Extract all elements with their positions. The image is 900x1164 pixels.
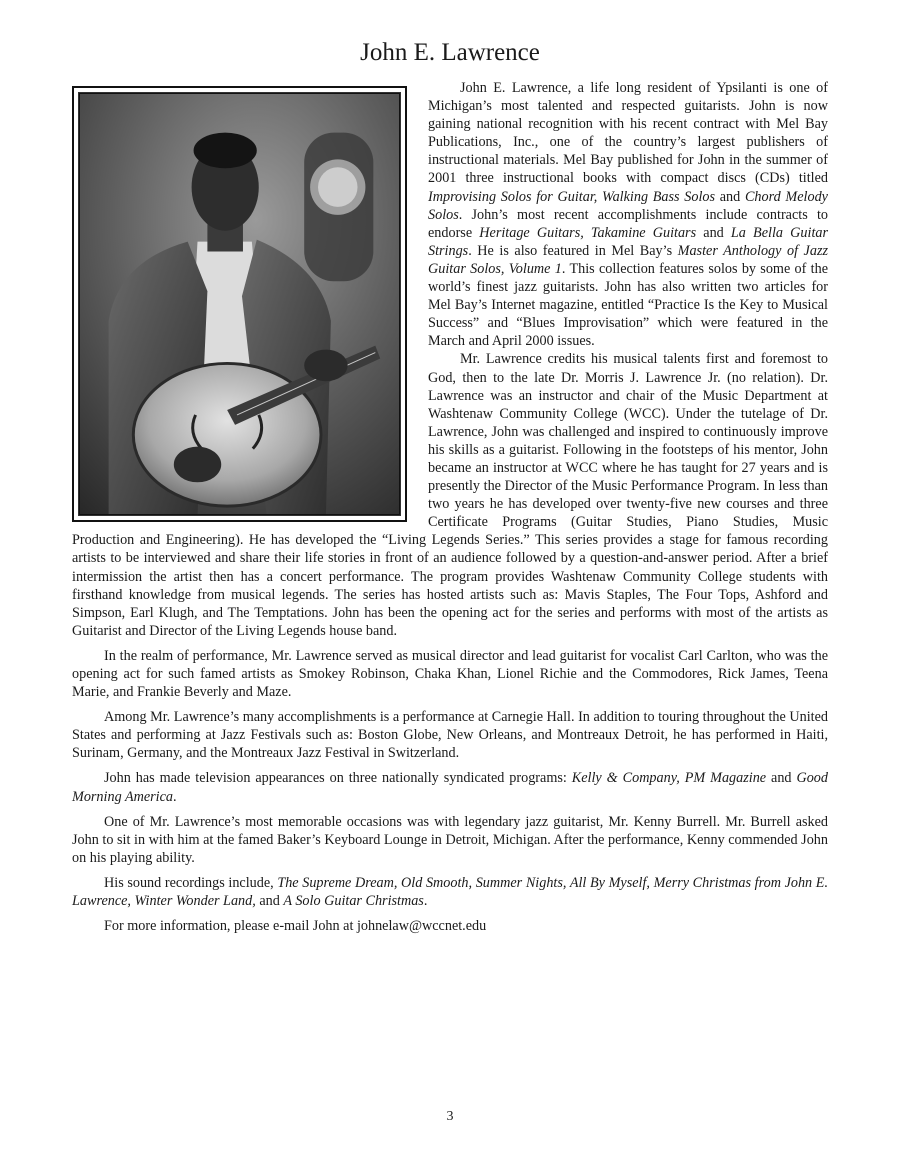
text-run: . <box>173 788 177 805</box>
text-run: . John’s most recent accomplishments include contracts to endorse <box>428 206 828 241</box>
brand-name: La Bella Guitar Strings <box>428 224 828 259</box>
paragraph-contact: For more information, please e-mail John at johnelaw@wccnet.edu <box>104 918 487 935</box>
text-run: and <box>766 770 797 787</box>
paragraph-kenny-burrell: One of Mr. Lawrence’s most memorable occasions was with legendary jazz guitarist, Mr. Kenny Burrell. Mr. Burrell asked John to sit in with him at the famed Baker’s Keyboard Lounge in Detroit, Michigan. After the performance, Kenny commended John on his playing ability. <box>72 813 828 866</box>
program-title: Good Morning America <box>72 770 828 805</box>
text-run: . He is also featured in Mel Bay’s <box>468 242 678 259</box>
text-run: . <box>423 893 428 910</box>
text-run: . This collection features solos by some of the world’s finest jazz guitarists. John has also written two articles for Mel Bay’s Internet magazine, entitled “Practice Is the Key to Musical Success” and “Blues Improvisation” which were featured in the March and April 2000 issues. <box>428 260 828 350</box>
book-title: Chord Melody Solos <box>428 188 828 223</box>
paragraph-recordings <box>72 874 828 910</box>
page-title: John E. Lawrence <box>360 39 540 66</box>
paragraph-accomplishments: Among Mr. Lawrence’s many accomplishments is a performance at Carnegie Hall. In addition to touring throughout the United States and performing at Jazz Festivals such as: Boston Globe, New Orleans, and Montreaux Detroit, he has performed in Haiti, Surinam, Germany, and the Montreaux Jazz Festival in Switzerland. <box>72 709 828 762</box>
paragraph-television <box>72 769 828 805</box>
program-title: Kelly & Company, PM Magazine <box>571 770 767 787</box>
text-run: John has made television appearances on three nationally syndicated programs: <box>104 770 572 787</box>
photo-frame <box>78 92 401 516</box>
portrait-photo <box>72 86 407 522</box>
text-run: His sound recordings include, <box>104 874 278 891</box>
page-number: 3 <box>446 1109 454 1124</box>
text-run: and <box>696 224 731 241</box>
book-title: Master Anthology of Jazz Guitar Solos, Volume 1 <box>428 242 828 277</box>
recording-titles: The Supreme Dream, Old Smooth, Summer Nights, All By Myself, Merry Christmas from John E. Lawrence, Winter Wonder Land, <box>72 874 828 910</box>
article-body <box>72 79 828 942</box>
text-run: John E. Lawrence, a life long resident of Ypsilanti is one of Michigan’s most talented and respected guitarists. John is now gaining national recognition with his recent contract with Mel Bay Publications, Inc., one of the country’s largest publishers of instructional materials. Mel Bay published for John in the summer of 2001 three instructional books with compact discs (CDs) titled <box>428 80 828 187</box>
portrait-guitarist-photo-icon <box>79 93 400 515</box>
book-title: Improvising Solos for Guitar, Walking Bass Solos <box>428 188 716 205</box>
paragraph-performance: In the realm of performance, Mr. Lawrence served as musical director and lead guitarist for vocalist Carl Carlton, who was the opening act for such famed artists as Smokey Robinson, Chaka Khan, Lionel Richie and the Commodores, Rick James, Teena Marie, and Frankie Beverly and Maze. <box>72 647 828 701</box>
recording-title: A Solo Guitar Christmas <box>283 893 424 910</box>
paragraph-influences: Mr. Lawrence credits his musical talents first and foremost to God, then to the late Dr. Morris J. Lawrence Jr. (no relation). Dr. Lawrence was an instructor and chair of the Music Department at Washtenaw Community College (WCC). Under the tutelage of Dr. Lawrence, John was challenged and inspired to continuously improve his skills as a guitarist. Following in the footsteps of his mentor, John became an instructor at WCC where he has taught for 27 years and is presently the Director of the Music Performance Program. In less than two years he has developed over twenty-five new courses and three Certificate Programs (Guitar Studies, Piano Studies, Music Production and Engineering). He has developed the “Living Legends Series.” This series provides a stage for famous recording artists to be interviewed and share their life stories in front of an audience followed by a question-and-answer period. After a brief intermission the artist then has a concert performance. The program provides Washtenaw Community College students with firsthand knowledge from musical legends. The series has hosted artists such as: Mavis Staples, The Four Tops, Ashford and Simpson, Earl Klugh, and The Temptations. John has been the opening act for the series and performs with most of the artists as Guitarist and Director of the Living Legends house band. <box>72 351 828 639</box>
text-run: and <box>255 893 284 910</box>
brand-name: Heritage Guitars, Takamine Guitars <box>479 224 697 241</box>
text-run: and <box>715 188 745 205</box>
